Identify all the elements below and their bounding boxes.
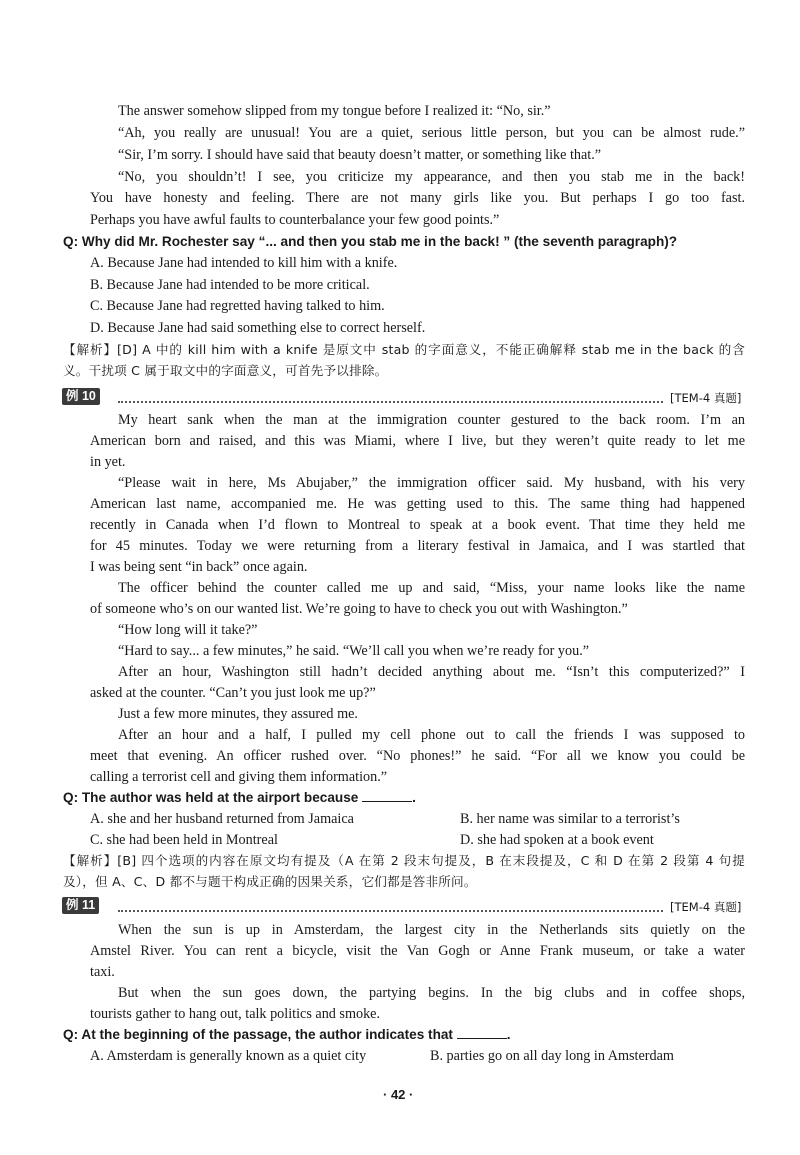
passage-line: for 45 minutes. Today we were returning from a literary festival in Jamaica, and I was startled that	[90, 538, 745, 554]
question-text: Q: Why did Mr. Rochester say “... and then you stab me in the back! ” (the seventh paragraph)?	[63, 234, 678, 249]
analysis-text: 及），但 A、C、D 都不与题干构成正确的因果关系，它们都是答非所问。	[63, 874, 477, 889]
passage-line: When the sun is up in Amsterdam, the largest city in the Netherlands sits quietly on the	[118, 922, 745, 938]
passage-line: Perhaps you have awful faults to counterbalance your few good points.”	[90, 212, 500, 228]
dotted-leader	[118, 401, 663, 403]
question-text: Q: The author was held at the airport because .	[63, 790, 416, 805]
example-badge: 例 11	[62, 897, 99, 914]
passage-line: Just a few more minutes, they assured me.	[118, 706, 358, 722]
passage-line: “Hard to say... a few minutes,” he said. “We’ll call you when we’re ready for you.”	[118, 643, 590, 659]
page-number: · 42 ·	[383, 1087, 414, 1102]
option-d: D. she had spoken at a book event	[460, 832, 654, 848]
passage-line: tourists gather to hang out, talk politics and smoke.	[90, 1006, 381, 1022]
dotted-leader	[118, 910, 663, 912]
passage-line: recently in Canada when I’d flown to Montreal to speak at a book event. That time they held me	[90, 517, 745, 533]
example-badge: 例 10	[62, 388, 100, 405]
passage-line: The answer somehow slipped from my tongue before I realized it: “No, sir.”	[118, 103, 551, 119]
passage-line: My heart sank when the man at the immigration counter gestured to the back room. I’m an	[118, 412, 745, 428]
option-c: C. she had been held in Montreal	[90, 832, 278, 848]
analysis-text: 义。干扰项 C 属于取文中的字面意义，可首先予以排除。	[63, 363, 388, 378]
option-b: B. her name was similar to a terrorist’s	[460, 811, 680, 827]
passage-line: “No, you shouldn’t! I see, you criticize my appearance, and then you stab me in the back!	[118, 169, 745, 185]
passage-line: I was being sent “in back” once again.	[90, 559, 308, 575]
option-a: A. Amsterdam is generally known as a quiet city	[90, 1048, 367, 1064]
question-stem: Q: The author was held at the airport because	[63, 790, 359, 805]
question-stem: Q: At the beginning of the passage, the author indicates that	[63, 1027, 453, 1042]
option-b: B. Because Jane had intended to be more critical.	[90, 277, 370, 293]
passage-line: After an hour and a half, I pulled my cell phone out to call the friends I was supposed to	[118, 727, 745, 743]
passage-line: “Sir, I’m sorry. I should have said that beauty doesn’t matter, or something like that.”	[118, 147, 602, 163]
answer-blank	[457, 1038, 507, 1039]
source-tag: [TEM-4 真题]	[670, 900, 742, 914]
passage-line: of someone who’s on our wanted list. We’re going to have to check you out with Washington.”	[90, 601, 628, 617]
passage-line: asked at the counter. “Can’t you just look me up?”	[90, 685, 376, 701]
passage-line: American born and raised, and this was Miami, where I live, but they weren’t quite ready to let me	[90, 433, 745, 449]
passage-line: meet that evening. An officer rushed over. “No phones!” he said. “For all we know you could be	[90, 748, 745, 764]
passage-line: The officer behind the counter called me up and said, “Miss, your name looks like the name	[118, 580, 745, 596]
passage-line: in yet.	[90, 454, 126, 470]
option-a: A. Because Jane had intended to kill him with a knife.	[90, 255, 398, 271]
option-c: C. Because Jane had regretted having talked to him.	[90, 298, 385, 314]
question-text: Q: At the beginning of the passage, the author indicates that .	[63, 1027, 511, 1042]
analysis-text: 【解析】[B] 四个选项的内容在原文均有提及（A 在第 2 段末句提及，B 在末段提及，C 和 D 在第 2 段第 4 句提	[63, 853, 745, 868]
passage-line: After an hour, Washington still hadn’t decided anything about me. “Isn’t this computerized?” I	[118, 664, 745, 680]
passage-line: taxi.	[90, 964, 115, 980]
option-b: B. parties go on all day long in Amsterdam	[430, 1048, 674, 1064]
passage-line: “Please wait in here, Ms Abujaber,” the immigration officer said. My husband, with his very	[118, 475, 745, 491]
answer-blank	[362, 801, 412, 802]
source-tag: [TEM-4 真题]	[670, 391, 742, 405]
passage-line: “How long will it take?”	[118, 622, 258, 638]
passage-line: calling a terrorist cell and giving them information.”	[90, 769, 388, 785]
analysis-text: 【解析】[D] A 中的 kill him with a knife 是原文中 stab 的字面意义，不能正确解释 stab me in the back 的含	[63, 342, 745, 357]
passage-line: You have honesty and feeling. There are not many girls like you. But perhaps I go too fast.	[90, 190, 745, 206]
option-d: D. Because Jane had said something else to correct herself.	[90, 320, 426, 336]
passage-line: But when the sun goes down, the partying begins. In the big clubs and in coffee shops,	[118, 985, 745, 1001]
passage-line: American last name, accompanied me. He was getting used to this. The same thing had happened	[90, 496, 745, 512]
passage-line: “Ah, you really are unusual! You are a quiet, serious little person, but you can be almost rude.”	[118, 125, 745, 141]
option-a: A. she and her husband returned from Jamaica	[90, 811, 354, 827]
passage-line: Amstel River. You can rent a bicycle, visit the Van Gogh or Anne Frank museum, or take a water	[90, 943, 745, 959]
